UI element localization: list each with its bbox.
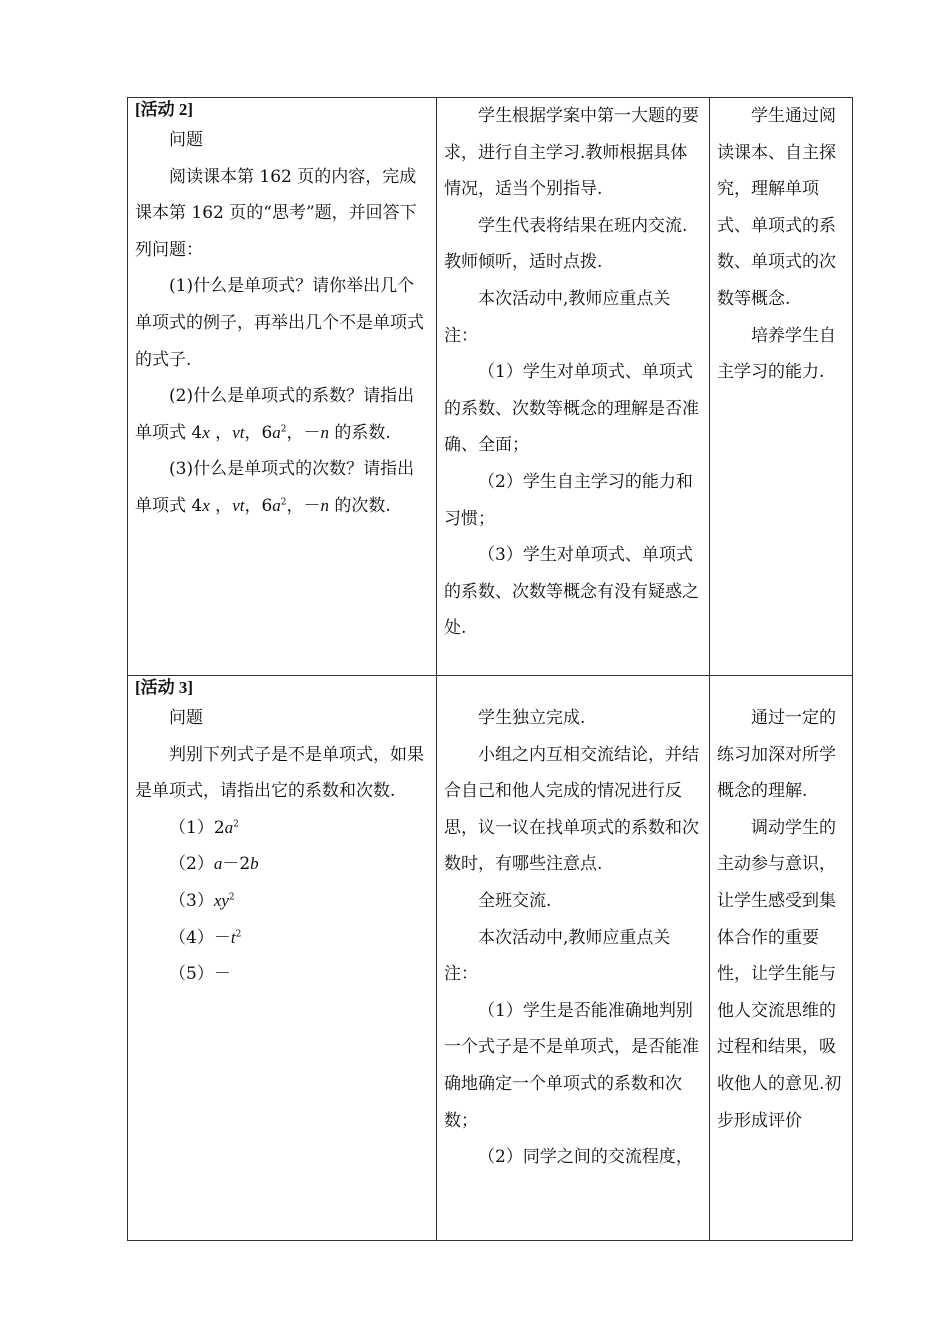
activity-2-question-1: (1)什么是单项式？请你举出几个单项式的例子，再举出几个不是单项式的式子. <box>135 276 424 370</box>
expression-item: （5）－ <box>169 964 231 985</box>
activity-2-question-2: (2)什么是单项式的系数？请指出单项式 4x ，vt，$6a^2$，－n 的系数. <box>135 386 415 443</box>
expression-item: $(4)-t^2$ <box>169 927 242 948</box>
activity-3-intent-cell <box>710 676 853 1241</box>
activity-2-focus-item: （2）学生自主学习的能力和习惯； <box>444 471 693 529</box>
activity-2-instruction: 阅读课本第 162 页的内容，完成课本第 162 页的“思考”题，并回答下列问题： <box>135 166 417 260</box>
expression-item: （2）a－2b <box>169 854 259 875</box>
activity-2-teacher-para: 学生代表将结果在班内交流.教师倾听，适时点拨. <box>444 215 688 273</box>
activity-3-teacher-para: 本次活动中,教师应重点关注： <box>444 927 671 985</box>
activity-3-teacher-para: 学生独立完成. <box>478 708 586 728</box>
activity-2-intent-para: 学生通过阅读课本、自主探究，理解单项式、单项式的系数、单项式的次数等概念. <box>717 106 836 309</box>
activity-3-teacher-para: 小组之内互相交流结论，并结合自己和他人完成的情况进行反思，议一议在找单项式的系数和次数时，有哪些注意点. <box>444 744 699 875</box>
activity-2-content-cell <box>128 98 437 676</box>
activity-3-instruction: 判别下列式子是不是单项式，如果是单项式，请指出它的系数和次数. <box>135 744 424 802</box>
expression-item: $(1)2a^2$ <box>169 817 239 838</box>
activity-2-teacher-para: 学生根据学案中第一大题的要求，进行自主学习.教师根据具体情况，适当个别指导. <box>444 106 699 200</box>
activity-2-problem-label: 问题 <box>169 130 203 150</box>
activity-3-header: [活动 3] <box>135 678 194 697</box>
activity-2-intent-cell <box>710 98 853 676</box>
activity-2-question-3: (3)什么是单项式的次数？请指出单项式 4x ，vt，$6a^2$，－n 的次数. <box>135 459 415 516</box>
activity-2-teacher-cell <box>437 98 710 676</box>
activity-2-focus-item: （1）学生对单项式、单项式的系数、次数等概念的理解是否准确、全面； <box>444 362 699 456</box>
activity-2-intent-para: 培养学生自主学习的能力. <box>717 325 836 383</box>
activity-3-focus-item: （2）同学之间的交流程度， <box>478 1147 693 1168</box>
activity-3-focus-item: （1）学生是否能准确地判别一个式子是不是单项式，是否能准确地确定一个单项式的系数和次数； <box>444 1000 699 1131</box>
activity-2-focus-item: （3）学生对单项式、单项式的系数、次数等概念有没有疑惑之处. <box>444 545 699 639</box>
activity-3-intent-para: 调动学生的主动参与意识，让学生感受到集体合作的重要性，让学生能与他人交流思维的过程和结果，吸收他人的意见.初步形成评价 <box>717 817 842 1131</box>
activity-3-teacher-cell <box>437 676 710 1241</box>
activity-3-problem-label: 问题 <box>169 708 203 728</box>
activity-2-row <box>128 98 853 676</box>
expression-item: $(3)xy^2$ <box>169 890 235 911</box>
activity-3-row <box>128 676 853 1241</box>
activity-2-teacher-para: 本次活动中,教师应重点关注： <box>444 288 671 346</box>
activity-3-teacher-para: 全班交流. <box>478 890 552 911</box>
lesson-plan-table <box>127 97 853 1241</box>
activity-3-intent-para: 通过一定的练习加深对所学概念的理解. <box>717 708 836 802</box>
activity-3-content-cell <box>128 676 437 1241</box>
activity-2-header: [活动 2] <box>135 100 194 119</box>
